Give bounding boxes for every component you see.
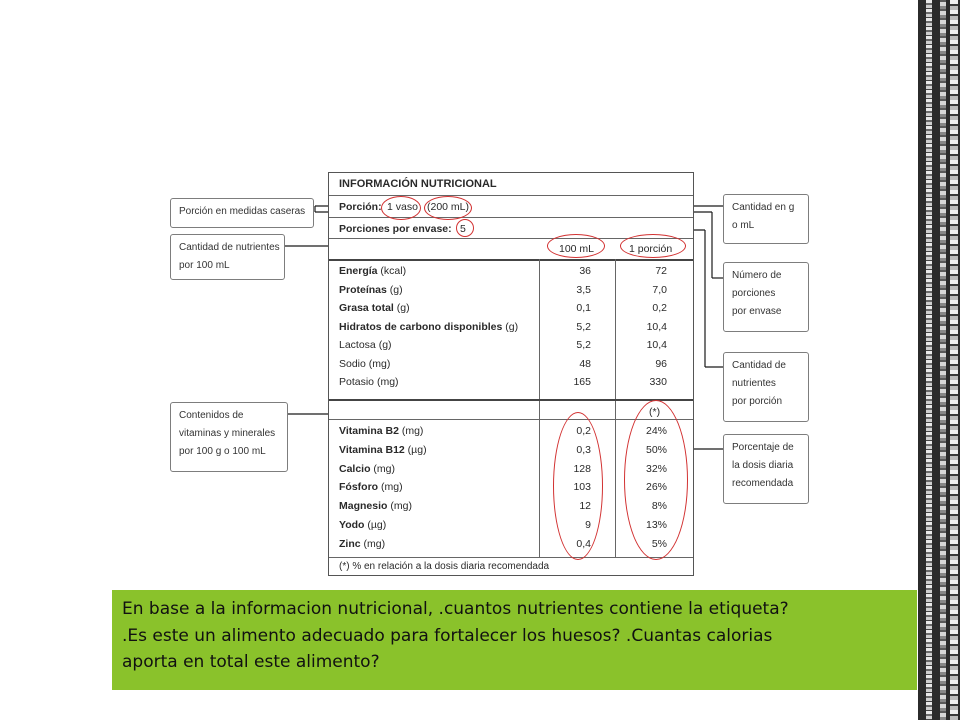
value-per-100: 103 — [573, 481, 591, 494]
label-text: Cantidad de — [732, 360, 786, 371]
value-per-100: 5,2 — [576, 320, 591, 333]
page-edge-decoration — [918, 0, 960, 720]
nutrient-unit: (mg) — [360, 537, 386, 550]
question-line: En base a la informacion nutricional, .cuantos nutrientes contiene la etiqueta? — [122, 599, 789, 619]
label-quantity-g-ml — [723, 194, 809, 244]
nutrient-name — [339, 284, 403, 296]
table-title: INFORMACIÓN NUTRICIONAL — [339, 178, 497, 190]
nutrient-label: Lactosa — [339, 339, 376, 351]
nutrition-facts-table — [328, 172, 694, 576]
column-header-portion: 1 porción — [629, 243, 673, 255]
column-divider — [539, 259, 540, 557]
value-per-portion: 10,4 — [646, 320, 667, 333]
value-per-100: 0,1 — [576, 302, 591, 314]
label-text: por porción — [732, 396, 783, 407]
nutrient-name — [339, 376, 399, 388]
portions-per-package-label: Porciones por envase: — [339, 223, 452, 235]
nutrient-unit: (g) — [386, 283, 403, 296]
value-per-100: 12 — [579, 500, 591, 513]
label-daily-percentage — [723, 434, 809, 504]
value-per-portion: 7,0 — [652, 283, 667, 296]
value-per-portion: 72 — [655, 265, 667, 277]
label-text: Número de — [732, 270, 782, 281]
column-divider — [615, 259, 616, 557]
label-text: Porcentaje de — [732, 442, 794, 453]
nutrient-unit: (mg) — [370, 462, 396, 475]
question-line: .Es este un alimento adecuado para fortalecer los huesos? .Cuantas calorias — [122, 625, 773, 646]
label-text: Cantidad de nutrientes — [179, 242, 280, 253]
portion-label: Porción: — [339, 201, 382, 213]
divider — [329, 259, 693, 261]
value-per-100: 0,3 — [576, 443, 591, 456]
label-text: por envase — [732, 306, 782, 317]
nutrient-name — [339, 321, 518, 333]
edge-strip — [940, 0, 946, 720]
divider — [329, 238, 693, 239]
nutrient-unit: (mg) — [365, 357, 391, 370]
value-per-100: 128 — [573, 462, 591, 475]
nutrient-unit: (g) — [393, 302, 410, 314]
value-daily-percent: 24% — [645, 425, 667, 437]
nutrient-label: Zinc — [339, 537, 361, 550]
nutrient-label: Proteínas — [339, 283, 387, 296]
nutrient-name — [339, 425, 423, 437]
nutrient-name — [339, 538, 385, 550]
label-text: porciones — [732, 288, 776, 299]
value-per-100: 165 — [573, 376, 591, 388]
nutrient-unit: (µg) — [404, 443, 427, 456]
divider — [329, 217, 693, 218]
nutrient-unit: (g) — [502, 320, 519, 333]
portion-volume: (200 mL) — [427, 201, 470, 213]
label-text: por 100 mL — [179, 260, 230, 271]
nutrient-unit: (mg) — [398, 425, 424, 437]
label-text: Cantidad en g — [732, 202, 795, 213]
nutrient-name — [339, 339, 392, 351]
nutrient-name — [339, 265, 406, 277]
value-per-100: 9 — [585, 519, 591, 531]
value-per-100: 5,2 — [576, 339, 591, 351]
nutrient-label: Fósforo — [339, 481, 379, 494]
divider — [329, 399, 693, 401]
nutrient-label: Sodio — [339, 357, 366, 370]
value-daily-percent: 32% — [645, 462, 667, 475]
value-per-100: 0,2 — [576, 425, 591, 437]
question-line: aporta en total este alimento? — [122, 652, 380, 672]
label-text: por 100 g o 100 mL — [179, 446, 266, 457]
value-per-portion: 10,4 — [646, 339, 667, 351]
label-text: o mL — [732, 220, 755, 231]
label-vitamins-minerals — [170, 402, 288, 472]
nutrient-name — [339, 463, 395, 475]
portion-home-measure: 1 vaso — [387, 201, 418, 213]
nutrient-name — [339, 444, 427, 456]
nutrient-name — [339, 500, 412, 512]
edge-strip — [926, 0, 932, 720]
nutrient-unit: (kcal) — [377, 265, 407, 277]
nutrient-label: Vitamina B2 — [339, 425, 399, 437]
nutrient-label: Vitamina B12 — [339, 443, 405, 456]
value-daily-percent: 26% — [645, 481, 667, 494]
label-text: Porción en medidas caseras — [179, 206, 306, 217]
nutrient-unit: (mg) — [378, 481, 403, 494]
nutrient-name — [339, 481, 403, 493]
nutrient-unit: (g) — [375, 339, 392, 351]
edge-strip — [950, 0, 958, 720]
value-daily-percent: 50% — [645, 443, 667, 456]
divider — [329, 195, 693, 196]
nutrient-name — [339, 302, 410, 314]
value-per-100: 3,5 — [576, 283, 591, 296]
label-text: vitaminas y minerales — [179, 428, 276, 439]
value-per-portion: 96 — [655, 357, 667, 370]
label-portions-per-package — [723, 262, 809, 332]
nutrient-name — [339, 358, 390, 370]
table-footnote: (*) % en relación a la dosis diaria recomendada — [339, 561, 550, 572]
label-text: recomendada — [732, 478, 794, 489]
column-header-100ml: 100 mL — [559, 243, 595, 255]
nutrient-unit: (mg) — [374, 376, 399, 388]
label-text: la dosis diaria — [732, 460, 794, 471]
label-text: nutrientes — [732, 378, 776, 389]
value-per-100: 36 — [579, 265, 591, 277]
nutrient-label: Yodo — [339, 519, 365, 531]
portions-per-package-value: 5 — [460, 223, 466, 235]
nutrient-label: Grasa total — [339, 302, 394, 314]
label-nutrients-per-portion — [723, 352, 809, 422]
label-text: Contenidos de — [179, 410, 244, 421]
value-per-100: 0,4 — [576, 537, 591, 550]
nutrient-label: Calcio — [339, 462, 371, 475]
nutrient-label: Potasio — [339, 376, 375, 388]
value-daily-percent: 13% — [645, 519, 667, 531]
divider — [329, 419, 693, 420]
label-portion-home-measure — [170, 198, 314, 228]
nutrient-name — [339, 519, 386, 531]
nutrient-label: Energía — [339, 265, 378, 277]
value-per-portion: 0,2 — [652, 302, 667, 314]
value-per-portion: 330 — [649, 376, 667, 388]
nutrient-label: Hidratos de carbono disponibles — [339, 320, 503, 333]
nutrient-unit: (µg) — [364, 519, 387, 531]
daily-value-marker: (*) — [649, 406, 661, 418]
value-daily-percent: 5% — [651, 537, 667, 550]
question-box — [112, 590, 917, 690]
nutrient-label: Magnesio — [339, 500, 388, 513]
label-nutrients-per-100 — [170, 234, 285, 280]
nutrient-unit: (mg) — [387, 500, 412, 513]
value-daily-percent: 8% — [651, 500, 667, 513]
value-per-100: 48 — [579, 357, 591, 370]
divider — [329, 557, 693, 558]
